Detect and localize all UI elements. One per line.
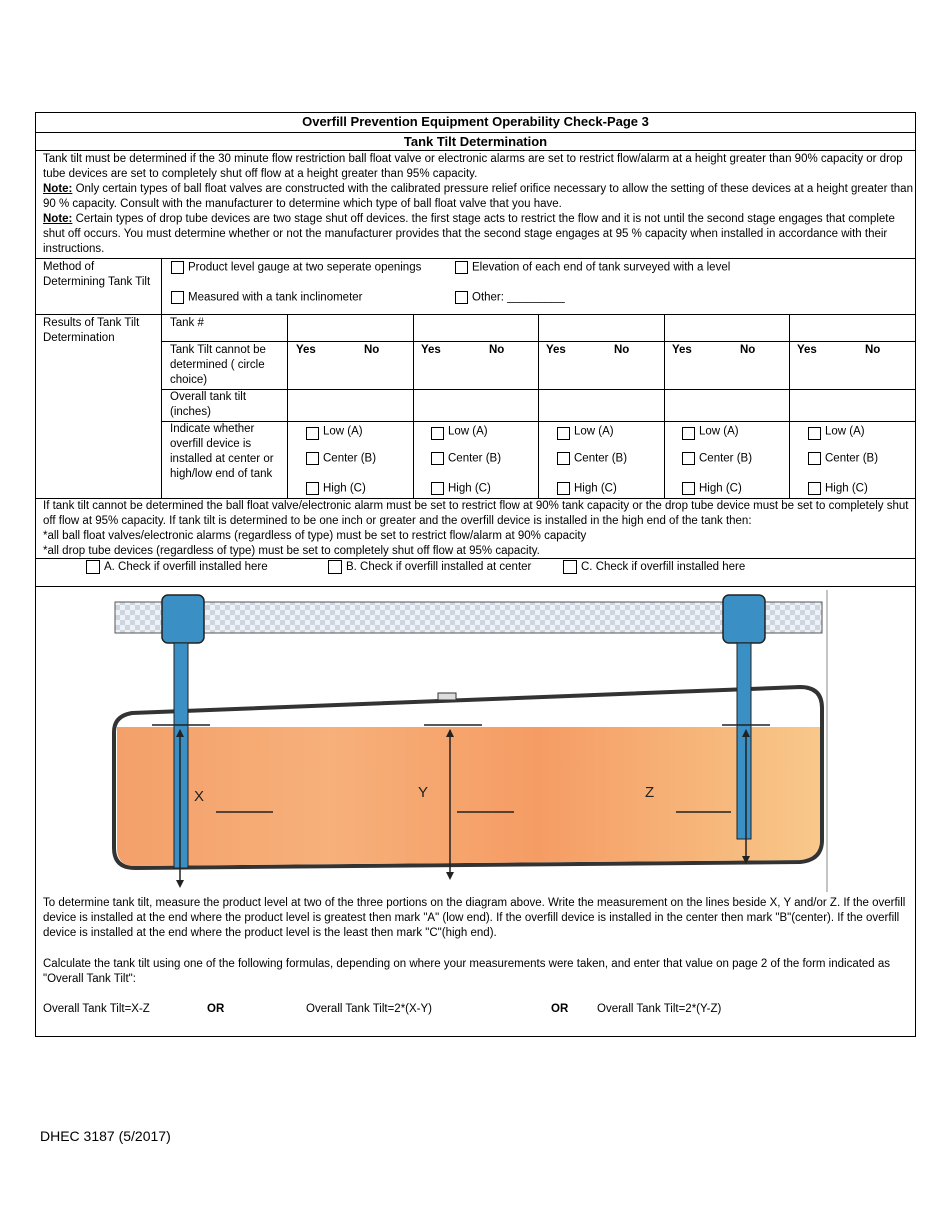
checkbox[interactable] — [808, 482, 821, 495]
option-label: Other: _________ — [472, 291, 565, 304]
tank-number-label: Tank # — [170, 317, 204, 329]
fuel-level — [117, 727, 820, 866]
method-option-gauge[interactable] — [171, 261, 421, 274]
option-label: Low (A) — [825, 425, 865, 438]
formula-y-z: Overall Tank Tilt=2*(Y-Z) — [597, 1003, 722, 1015]
option-label: Low (A) — [448, 425, 488, 438]
checkbox[interactable] — [682, 452, 695, 465]
yes-option[interactable]: Yes — [546, 344, 566, 356]
high-option[interactable] — [557, 482, 617, 495]
center-option[interactable] — [431, 452, 501, 465]
formula-x-y: Overall Tank Tilt=2*(X-Y) — [306, 1003, 433, 1015]
instructions-text: To determine tank tilt, measure the product level at two of the three portions on the diagram above. Write the measurement on the lines beside X, Y and/or Z. If the overfill device is installed at the end where the product level is greatest then mark "A" (low end). If the overfill device is installed in the center then mark "B"(center). If the overfill device is installed at the end where the product level is the least then mark "C"(high end). — [43, 897, 906, 939]
form-title: Overfill Prevention Equipment Operability Check-Page 3 — [302, 114, 649, 129]
no-option[interactable]: No — [364, 344, 380, 356]
or-label: OR — [207, 1003, 225, 1015]
divider — [161, 341, 916, 342]
checkbox[interactable] — [171, 261, 184, 274]
yes-option[interactable]: Yes — [296, 344, 316, 356]
y-label: Y — [418, 784, 429, 801]
note-label: Note: — [43, 213, 73, 225]
option-label: High (C) — [323, 482, 366, 495]
divider — [35, 150, 916, 151]
checkbox[interactable] — [455, 261, 468, 274]
option-label: Elevation of each end of tank surveyed with a level — [472, 261, 731, 274]
method-option-surveyed[interactable] — [455, 261, 730, 274]
no-option[interactable]: No — [489, 344, 505, 356]
low-option[interactable] — [306, 423, 363, 440]
divider — [35, 586, 916, 587]
ground-slab — [115, 602, 822, 633]
option-label: Center (B) — [448, 452, 502, 465]
text-line: *all ball float valves/electronic alarms (regardless of type) must be set to restrict flow/alarm at 90% capacity — [43, 530, 587, 542]
method-label: Method of Determining Tank Tilt — [43, 261, 151, 288]
note-label: Note: — [43, 183, 73, 195]
yes-option[interactable]: Yes — [797, 344, 817, 356]
z-label: Z — [645, 784, 655, 801]
checkbox[interactable] — [306, 427, 319, 440]
center-option[interactable] — [682, 452, 752, 465]
or-label: OR — [551, 1003, 569, 1015]
divider — [35, 258, 916, 259]
formula-intro: Calculate the tank tilt using one of the following formulas, depending on where your measurements were taken, and enter that value on page 2 of the form indicated as "Overall Tank Tilt": — [43, 958, 891, 985]
high-option[interactable] — [431, 482, 491, 495]
option-label: Low (A) — [323, 425, 363, 438]
form-number: DHEC 3187 (5/2017) — [40, 1128, 171, 1144]
high-option[interactable] — [306, 482, 366, 495]
checkbox[interactable] — [431, 482, 444, 495]
option-label: High (C) — [825, 482, 868, 495]
right-riser — [723, 595, 765, 643]
left-pipe — [174, 643, 188, 868]
checkbox[interactable] — [808, 452, 821, 465]
checkbox[interactable] — [455, 291, 468, 304]
center-option[interactable] — [557, 452, 627, 465]
no-option[interactable]: No — [740, 344, 756, 356]
divider — [35, 558, 916, 559]
no-option[interactable]: No — [614, 344, 630, 356]
option-label: High (C) — [699, 482, 742, 495]
x-label: X — [194, 788, 205, 805]
option-label: Center (B) — [825, 452, 879, 465]
right-pipe — [737, 643, 751, 839]
option-label: B. Check if overfill installed at center — [346, 561, 532, 574]
divider — [161, 258, 162, 498]
center-fitting — [438, 693, 456, 700]
low-option[interactable] — [431, 423, 488, 440]
check-b[interactable] — [328, 560, 531, 574]
left-riser — [162, 595, 204, 643]
formula-x-z: Overall Tank Tilt=X-Z — [43, 1003, 150, 1015]
checkbox[interactable] — [431, 452, 444, 465]
note-text: Only certain types of ball float valves are constructed with the calibrated pressure relief orifice necessary to allow the setting of these devices at a height greater than 90 % capacity. Consult with the manufacturer to determine which type of ball float valve that you have. — [43, 183, 913, 210]
intro-paragraph — [43, 152, 913, 257]
intro-text: Tank tilt must be determined if the 30 minute flow restriction ball float valve or electronic alarms are set to restrict flow/alarm at a height greater than 90% capacity or drop tube devices are set to completely shut off flow at a height greater than 95% capacity. — [43, 153, 903, 180]
option-label: Center (B) — [699, 452, 753, 465]
checkbox[interactable] — [808, 427, 821, 440]
checkbox[interactable] — [328, 560, 342, 574]
option-label: Low (A) — [574, 425, 614, 438]
tilt-cannot-label: Tank Tilt cannot be determined ( circle choice) — [170, 344, 266, 386]
low-option[interactable] — [808, 423, 865, 440]
checkbox[interactable] — [563, 560, 577, 574]
text-line: *all drop tube devices (regardless of type) must be set to completely shut off flow at 95% capacity. — [43, 545, 540, 557]
note-text: Certain types of drop tube devices are two stage shut off devices. the first stage acts to restrict the flow and it is not until the second stage engages that complete shut off occurs. You must determine whether or not the manufacturer provides that the second stage engages at 95 % capacity when installed in accordance with their instructions. — [43, 213, 895, 255]
indicate-label: Indicate whether overfill device is installed at center or high/low end of tank — [170, 423, 274, 480]
divider — [35, 314, 916, 315]
check-a[interactable] — [86, 560, 268, 574]
checkbox[interactable] — [431, 427, 444, 440]
results-label: Results of Tank Tilt Determination — [43, 317, 140, 344]
form-subtitle: Tank Tilt Determination — [403, 134, 548, 149]
check-c[interactable] — [563, 560, 745, 574]
checkbox[interactable] — [306, 452, 319, 465]
option-label: Center (B) — [574, 452, 628, 465]
high-option[interactable] — [682, 482, 742, 495]
low-option[interactable] — [682, 423, 739, 440]
checkbox[interactable] — [557, 482, 570, 495]
yes-option[interactable]: Yes — [672, 344, 692, 356]
option-label: High (C) — [574, 482, 617, 495]
center-option[interactable] — [808, 452, 878, 465]
yes-option[interactable]: Yes — [421, 344, 441, 356]
checkbox[interactable] — [557, 427, 570, 440]
note-2 — [43, 212, 913, 257]
method-option-inclinometer[interactable] — [171, 291, 363, 304]
checkbox[interactable] — [306, 482, 319, 495]
option-label: A. Check if overfill installed here — [104, 561, 268, 574]
option-label: High (C) — [448, 482, 491, 495]
overall-tilt-label: Overall tank tilt (inches) — [170, 391, 247, 418]
option-label: Product level gauge at two seperate openings — [188, 261, 422, 274]
option-label: C. Check if overfill installed here — [581, 561, 746, 574]
note-1 — [43, 182, 913, 212]
low-option[interactable] — [557, 423, 614, 440]
no-option[interactable]: No — [865, 344, 881, 356]
center-option[interactable] — [306, 452, 376, 465]
option-label: Low (A) — [699, 425, 739, 438]
divider — [35, 132, 916, 133]
high-option[interactable] — [808, 482, 868, 495]
option-label: Center (B) — [323, 452, 377, 465]
text-line: If tank tilt cannot be determined the ball float valve/electronic alarm must be set to restrict flow at 90% tank capacity or the drop tube device must be set to completely shut off flow at 95% capacity. If tank tilt is determined to be one inch or greater and the overfill device is installed in the high end of the tank then: — [43, 500, 909, 527]
checkbox[interactable] — [557, 452, 570, 465]
cannot-determine-text — [43, 499, 913, 559]
checkbox[interactable] — [171, 291, 184, 304]
checkbox[interactable] — [682, 482, 695, 495]
checkbox[interactable] — [86, 560, 100, 574]
tank-diagram — [100, 590, 840, 892]
option-label: Measured with a tank inclinometer — [188, 291, 363, 304]
checkbox[interactable] — [682, 427, 695, 440]
method-option-other[interactable] — [455, 291, 565, 304]
